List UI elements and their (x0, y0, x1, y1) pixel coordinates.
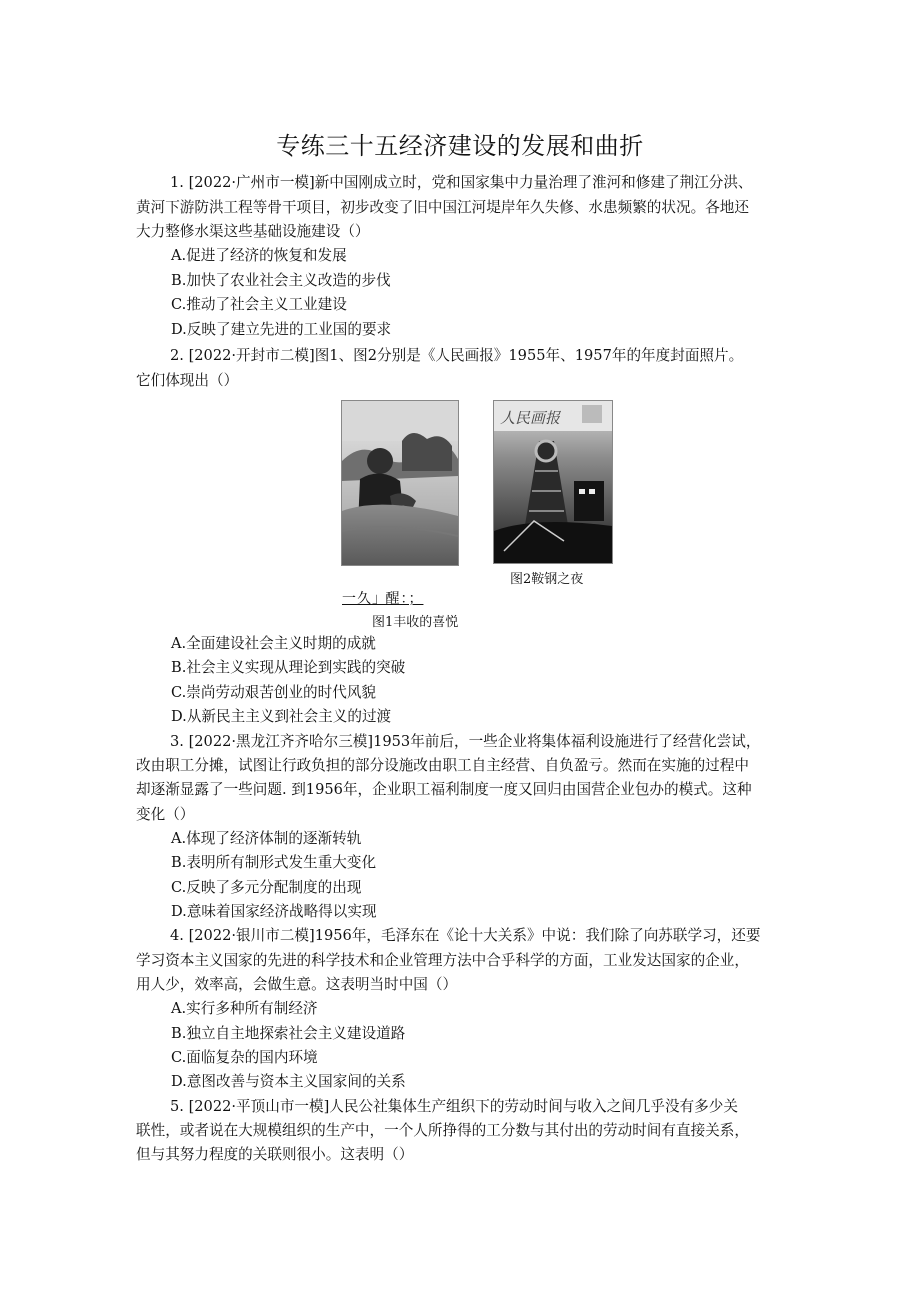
figure-1-caption: 图1丰收的喜悦 (372, 615, 459, 630)
q2-option-b: B.社会主义实现从理论到实践的突破 (171, 659, 406, 676)
q1-line-3: 大力整修水渠这些基础设施建设（） (136, 223, 370, 240)
page-title: 专练三十五经济建设的发展和曲折 (276, 132, 644, 160)
q3-option-b: B.表明所有制形式发生重大变化 (171, 854, 377, 871)
q4-line-3: 用人少，效率高，会做生意。这表明当时中国（） (136, 976, 458, 993)
q1-option-b: B.加快了农业社会主义改造的步伐 (171, 272, 391, 289)
q2-option-a: A.全面建设社会主义时期的成就 (171, 635, 376, 652)
masthead-text: 人民画报 (500, 409, 561, 427)
q4-option-c: C.面临复杂的国内环境 (171, 1049, 318, 1066)
q3-option-d: D.意味着国家经济战略得以实现 (171, 903, 377, 920)
q2-line-1: 2. [2022·开封市二模]图1、图2分别是《人民画报》1955年、1957年的年度封面照片。 (170, 347, 744, 364)
q3-option-a: A.体现了经济体制的逐渐转轨 (171, 830, 362, 847)
q3-line-3: 却逐渐显露了一些问题. 到1956年，企业职工福利制度一度又回归由国营企业包办的模式。这种 (136, 781, 752, 798)
q2-option-c: C.崇尚劳动艰苦创业的时代风貌 (171, 684, 377, 701)
q5-line-3: 但与其努力程度的关联则很小。这表明（） (136, 1146, 414, 1163)
q3-line-4: 变化（） (136, 806, 195, 823)
q2-line-2: 它们体现出（） (136, 372, 239, 389)
q1-option-a: A.促进了经济的恢复和发展 (171, 247, 347, 264)
q4-line-1: 4. [2022·银川市二模]1956年，毛泽东在《论十大关系》中说：我们除了向苏联学习，还要 (170, 927, 761, 944)
q1-option-c: C.推动了社会主义工业建设 (171, 296, 347, 313)
q3-line-2: 改由职工分摊，试图让行政负担的部分设施改由职工自主经营、自负盈亏。然而在实施的过程中 (136, 757, 749, 774)
q3-option-c: C.反映了多元分配制度的出现 (171, 879, 362, 896)
q4-line-2: 学习资本主义国家的先进的科学技术和企业管理方法中合乎科学的方面，工业发达国家的企业， (136, 952, 749, 969)
q1-option-d: D.反映了建立先进的工业国的要求 (171, 321, 392, 338)
figure-2-caption: 图2鞍钢之夜 (510, 572, 584, 587)
q1-line-2: 黄河下游防洪工程等骨干项目，初步改变了旧中国江河堤岸年久失修、水患频繁的状况。各地还 (136, 199, 749, 216)
q3-line-1: 3. [2022·黑龙江齐齐哈尔三模]1953年前后，一些企业将集体福利设施进行了经营化尝试， (170, 733, 761, 750)
figure-1-garbled-text: 一久｣ 醒：； (342, 591, 424, 607)
q1-line-1: 1. [2022·广州市一模]新中国刚成立时，党和国家集中力量治理了淮河和修建了荆江分洪、 (170, 174, 753, 191)
q2-option-d: D.从新民主主义到社会主义的过渡 (171, 708, 392, 725)
q4-option-b: B.独立自主地探索社会主义建设道路 (171, 1025, 406, 1042)
q4-option-a: A.实行多种所有制经济 (171, 1000, 318, 1017)
q4-option-d: D.意图改善与资本主义国家间的关系 (171, 1073, 406, 1090)
figure-1-harvest-photo (341, 400, 459, 566)
q5-line-2: 联性，或者说在大规模组织的生产中，一个人所挣得的工分数与其付出的劳动时间有直接关系， (136, 1122, 749, 1139)
figure-2-steel-night-photo (493, 400, 613, 564)
q5-line-1: 5. [2022·平顶山市一模]人民公社集体生产组织下的劳动时间与收入之间几乎没有多少关 (170, 1098, 738, 1115)
